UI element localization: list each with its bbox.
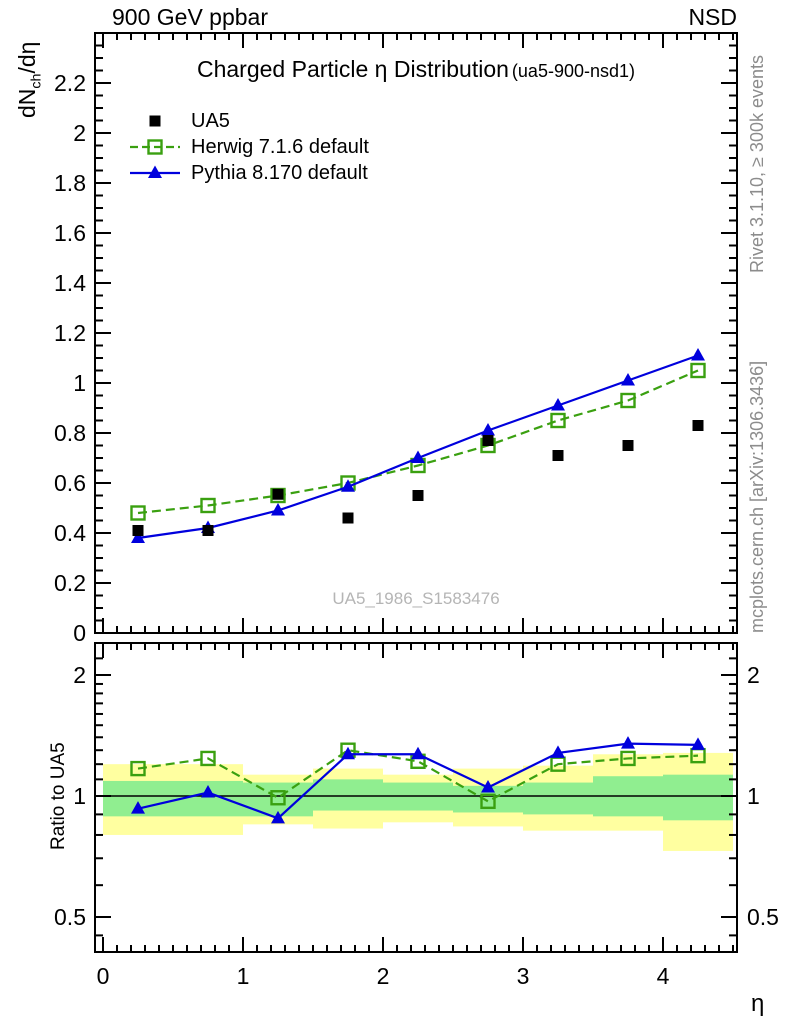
svg-text:1.2: 1.2: [54, 320, 86, 346]
rivet-version-note: Rivet 3.1.10, ≥ 300k events: [747, 54, 767, 273]
main-y-tick-labels: [54, 70, 86, 646]
legend-label-ua5: UA5: [191, 109, 230, 132]
legend-label-herwig: Herwig 7.1.6 default: [191, 135, 369, 158]
svg-text:3: 3: [516, 963, 530, 989]
svg-text:2: 2: [747, 662, 760, 688]
svg-text:4: 4: [656, 963, 670, 989]
event-class-label: NSD: [688, 4, 737, 30]
svg-text:1.8: 1.8: [54, 170, 86, 196]
analysis-watermark: UA5_1986_S1583476: [332, 589, 500, 608]
svg-text:0.6: 0.6: [54, 470, 86, 496]
plot-title-text: Charged Particle η Distribution: [196, 56, 509, 82]
svg-text:0.5: 0.5: [54, 904, 86, 930]
legend-marker-ua5-square-icon: [128, 110, 182, 132]
x-axis-title: η: [751, 990, 765, 1017]
legend-marker-herwig-dashed-line-icon: [128, 136, 182, 158]
legend-marker-pythia-triangle-line-icon: [128, 162, 182, 184]
svg-text:0.2: 0.2: [54, 570, 86, 596]
legend-label-pythia: Pythia 8.170 default: [191, 161, 368, 184]
x-tick-labels: [97, 963, 670, 989]
svg-text:0.4: 0.4: [54, 520, 86, 546]
y-axis-title-sub: ch: [28, 73, 45, 89]
svg-text:2.2: 2.2: [54, 70, 86, 96]
beam-energy-label: 900 GeV ppbar: [112, 4, 269, 30]
svg-text:2: 2: [73, 120, 86, 146]
y-axis-title-dn: dN: [14, 88, 40, 118]
legend-item-ua5: [128, 108, 369, 134]
svg-text:1.4: 1.4: [54, 270, 86, 296]
svg-text:0: 0: [73, 620, 86, 646]
svg-text:0: 0: [96, 963, 110, 989]
legend: [128, 108, 369, 186]
svg-text:0.5: 0.5: [747, 904, 779, 930]
svg-text:2: 2: [376, 963, 390, 989]
legend-item-pythia: [128, 160, 369, 186]
mcplots-attribution-note: mcplots.cern.ch [arXiv:1306.3436]: [747, 360, 767, 633]
svg-text:1.6: 1.6: [54, 220, 86, 246]
pythia-series: [131, 348, 705, 543]
plot-title: [95, 56, 737, 83]
svg-text:2: 2: [73, 662, 86, 688]
ua5-data-points: [133, 420, 704, 536]
plot-title-suffix: (ua5-900-nsd1): [511, 61, 635, 81]
svg-text:0.8: 0.8: [54, 420, 86, 446]
y-axis-title-rest: /dη: [14, 41, 40, 74]
y-axis-title: [14, 42, 45, 118]
legend-item-herwig: [128, 134, 369, 160]
svg-text:1: 1: [73, 783, 86, 809]
svg-text:1: 1: [73, 370, 86, 396]
svg-text:1: 1: [236, 963, 250, 989]
ratio-y-axis-title: Ratio to UA5: [48, 742, 69, 850]
ratio-panel: [54, 643, 779, 989]
svg-text:1: 1: [747, 783, 760, 809]
